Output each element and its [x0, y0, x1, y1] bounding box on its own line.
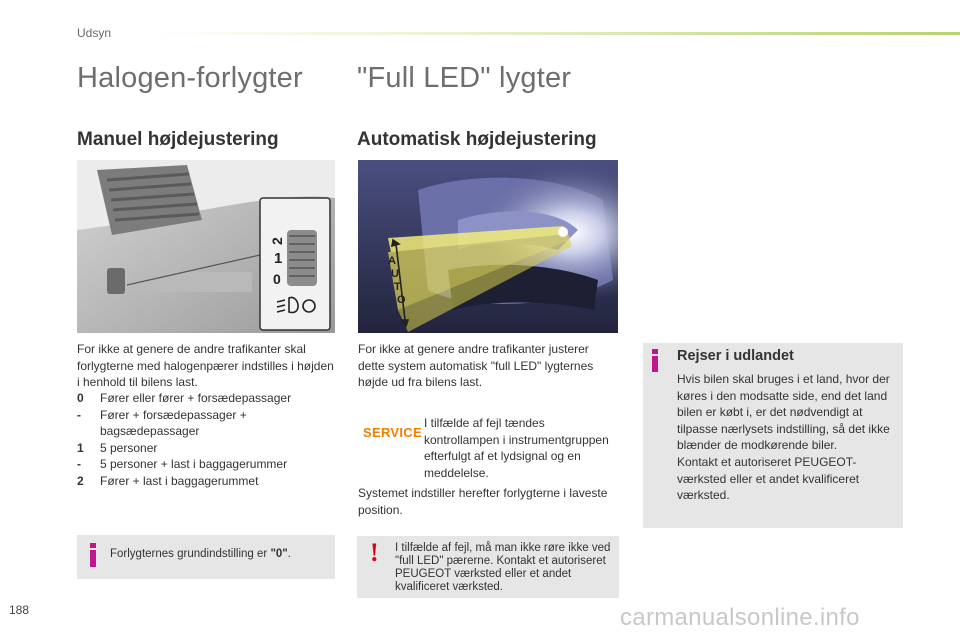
headlamp-dial-illustration	[77, 160, 335, 333]
position-key: -	[77, 457, 81, 472]
automatic-fault-text: I tilfælde af fejl tændes kontrollampen i instrumentgruppen efterfulgt af et lydsignal og en meddelelse.	[424, 416, 609, 480]
manual-intro: For ikke at genere de andre trafikanter skal forlygterne med halogenpærer indstilles i højden i henhold til bilens last.	[77, 342, 334, 390]
manual-positions-list	[77, 390, 335, 490]
title-halogen: Halogen-forlygter	[77, 62, 303, 94]
watermark: carmanualsonline.info	[620, 604, 860, 631]
automatic-reset-text: Systemet indstiller herefter forlygterne i laveste position.	[358, 486, 608, 517]
position-text: Fører + forsædepassager + bagsædepassager	[100, 407, 247, 439]
info-icon	[652, 356, 658, 372]
position-key: 0	[77, 391, 84, 405]
auto-letter-t: T	[394, 281, 401, 293]
position-key: -	[77, 407, 81, 422]
position-text: Fører eller fører + forsædepassager	[100, 391, 292, 405]
abroad-heading: Rejser i udlandet	[677, 348, 794, 364]
position-text: 5 personer	[100, 440, 158, 455]
list-item	[77, 456, 335, 473]
list-item	[77, 440, 335, 457]
info-box-travel-abroad	[643, 343, 903, 528]
auto-letter-u: U	[391, 268, 399, 280]
auto-letter-a: A	[388, 255, 396, 267]
position-text: Fører + last i baggagerummet	[100, 473, 259, 488]
position-text: 5 personer + last i baggagerummer	[100, 457, 288, 472]
warning-text: I tilfælde af fejl, må man ikke røre ikke ved "full LED" pærerne. Kontakt et autoriseret PEUGEOT værksted eller et andet kvalificeret værksted.	[395, 542, 611, 593]
dial-mark-0: 0	[273, 271, 281, 287]
info-icon-dot	[90, 543, 96, 548]
info-box-default-setting	[77, 535, 335, 579]
default-position-value: "0"	[270, 548, 288, 560]
header-rule	[150, 32, 960, 35]
warning-icon: !	[370, 538, 379, 567]
page-number: 188	[9, 603, 30, 617]
list-item	[77, 407, 335, 440]
list-item	[77, 390, 335, 407]
warning-box	[357, 536, 619, 598]
info-icon	[90, 550, 96, 567]
section-label: Udsyn	[77, 26, 112, 40]
position-key: 2	[77, 473, 84, 488]
title-full-led: "Full LED" lygter	[357, 62, 572, 94]
heading-automatic-adjustment: Automatisk højdejustering	[357, 129, 597, 150]
auto-letter-o: O	[397, 294, 406, 306]
info-icon-dot	[652, 349, 658, 354]
heading-manual-adjustment: Manuel højdejustering	[77, 129, 279, 150]
auto-headlamp-illustration	[358, 160, 618, 333]
abroad-text: Hvis bilen skal bruges i et land, hvor der køres i den modsatte side, end det land bilen er købt i, er det nødvendigt at tilpasse nærlysets indstilling, så det ikke blænder de modkørende biler. Kontakt et autoriseret PEUGEOT-værksted eller et andet kvalificeret værksted.	[677, 372, 890, 503]
dial-mark-2: 2	[269, 237, 285, 245]
position-key: 1	[77, 440, 84, 455]
info-default-text: Forlygternes grundindstilling er "0".	[110, 548, 291, 560]
dial-mark-1: 1	[274, 250, 283, 267]
service-warning-icon: SERVICE	[363, 425, 422, 440]
automatic-intro: For ikke at genere andre trafikanter justerer dette system automatisk "full LED" lygternes højde ud fra bilens last.	[358, 342, 594, 390]
list-item	[77, 473, 335, 490]
